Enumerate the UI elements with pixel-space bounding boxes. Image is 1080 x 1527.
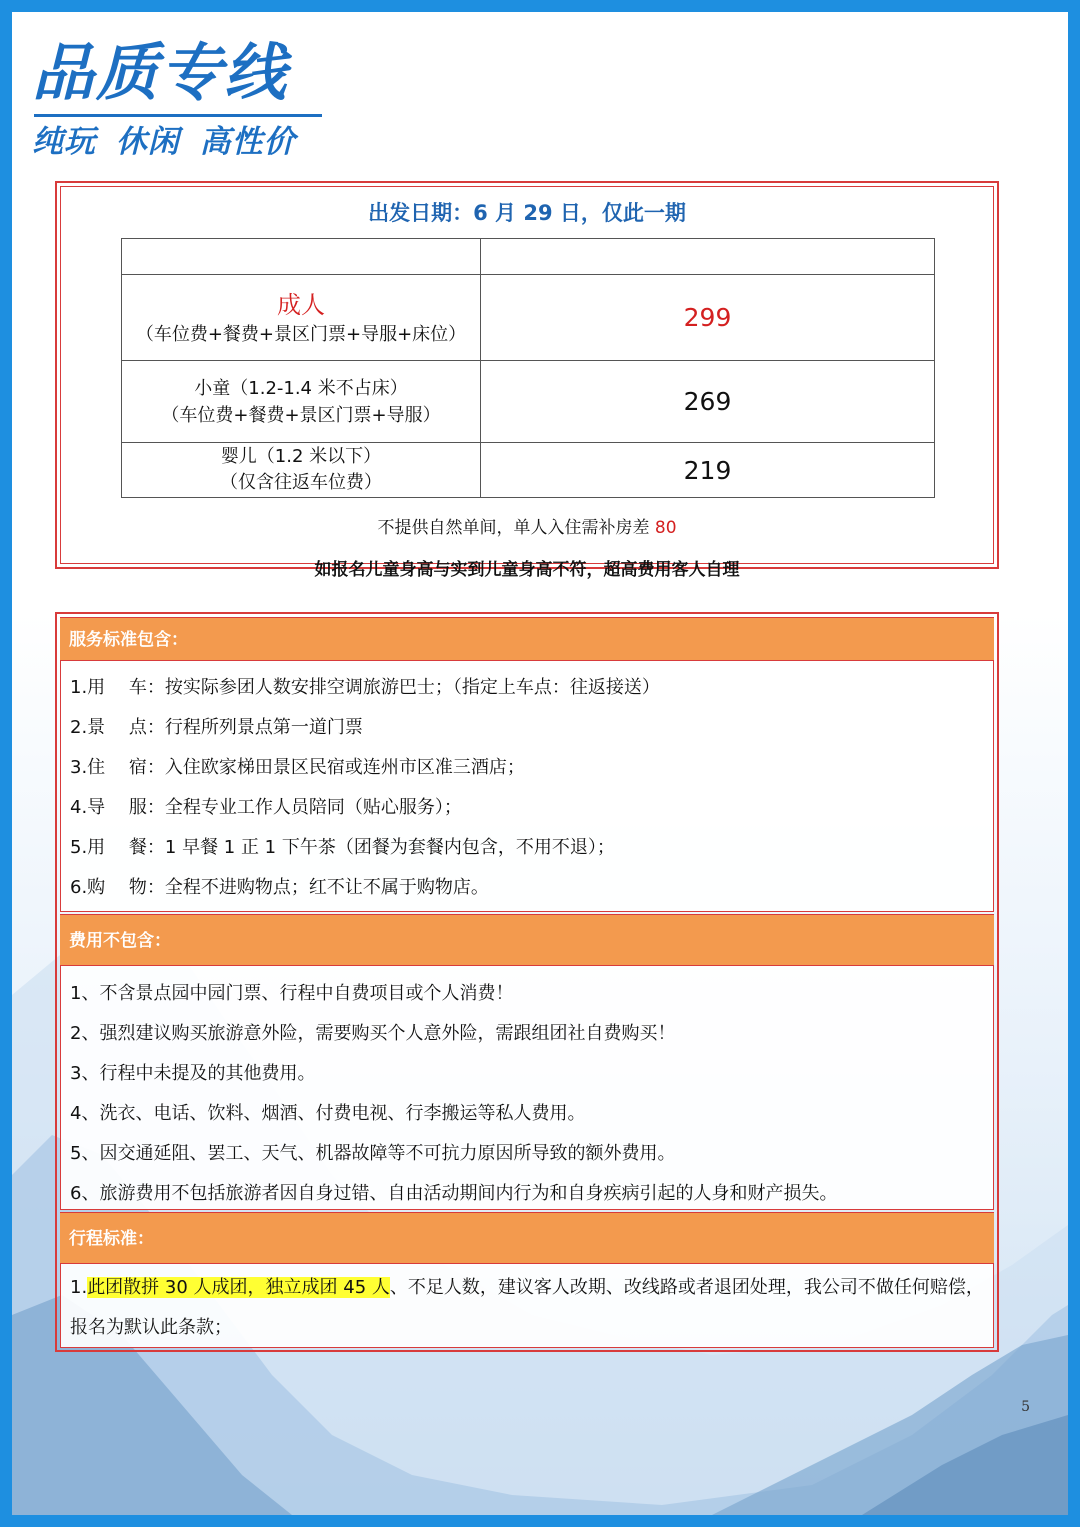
logo-title: 品质专线 <box>32 36 289 109</box>
excluded-list <box>60 966 994 1210</box>
standard-rest: 、不足人数，建议客人改期、改线路或者退团处理，我公司不做任何赔偿，报名为默认此条款； <box>70 1277 984 1338</box>
infant-price: 219 <box>481 443 935 498</box>
single-room-note <box>57 513 997 538</box>
table-row-adult <box>122 275 935 361</box>
list-item: 4、洗衣、电话、饮料、烟酒、付费电视、行李搬运等私人费用。 <box>70 1103 586 1124</box>
single-room-note-text: 不提供自然单间，单人入住需补房差 <box>377 518 650 538</box>
included-heading: 服务标准包含： <box>60 617 994 661</box>
list-item: 5、因交通延阻、罢工、天气、机器故障等不可抗力原因所导致的额外费用。 <box>70 1143 676 1164</box>
table-row-infant <box>122 443 935 498</box>
price-table <box>121 238 935 498</box>
excluded-heading: 费用不包含： <box>60 914 994 966</box>
list-item: 2、强烈建议购买旅游意外险，需要购买个人意外险，需跟组团社自费购买！ <box>70 1023 676 1044</box>
child-height-note: 如报名儿童身高与实到儿童身高不符，超高费用客人自理 <box>314 560 740 580</box>
infant-detail: （仅含往返车位费） <box>220 472 382 493</box>
price-section <box>55 181 999 580</box>
standard-text <box>70 1268 987 1348</box>
highlighted-text: 此团散拼 30 人成团，独立成团 45 人 <box>87 1277 390 1298</box>
adult-detail: （车位费+餐费+景区门票+导服+床位） <box>135 323 467 345</box>
child-label: 小童（1.2-1.4 米不占床） <box>194 377 408 399</box>
child-detail: （车位费+餐费+景区门票+导服） <box>161 404 441 426</box>
standard-body <box>60 1264 994 1348</box>
included-list <box>60 661 994 912</box>
list-item: 6.购 物：全程不进购物点；红不让不属于购物店。 <box>70 877 489 898</box>
standard-prefix: 1. <box>70 1277 88 1298</box>
adult-price: 299 <box>481 275 935 361</box>
list-item: 4.导 服：全程专业工作人员陪同（贴心服务）； <box>70 797 462 818</box>
adult-label-cell <box>122 275 481 361</box>
list-item: 3.住 宿：入住欧家梯田景区民宿或连州市区准三酒店； <box>70 757 525 778</box>
list-item: 5.用 餐：1 早餐 1 正 1 下午茶（团餐为套餐内包含，不用不退）； <box>70 837 615 858</box>
infant-label-cell <box>122 443 481 498</box>
list-item: 3、行程中未提及的其他费用。 <box>70 1063 316 1084</box>
page-number: 5 <box>1021 1399 1030 1415</box>
adult-label: 成人 <box>277 290 325 319</box>
list-item: 1.用 车：按实际参团人数安排空调旅游巴士；（指定上车点：往返接送） <box>70 677 660 698</box>
single-supplement-amount: 80 <box>654 518 677 538</box>
list-item: 1、不含景点园中园门票、行程中自费项目或个人消费！ <box>70 983 514 1004</box>
list-item: 2.景 点：行程所列景点第一道门票 <box>70 717 363 738</box>
table-header-cell <box>481 239 935 275</box>
table-header-row <box>122 239 935 275</box>
logo-divider <box>34 114 322 117</box>
infant-label: 婴儿（1.2 米以下） <box>220 446 382 467</box>
logo-subtitle: 纯玩 休闲 高性价 <box>32 124 296 160</box>
table-row-child <box>122 361 935 443</box>
child-label-cell <box>122 361 481 443</box>
child-price: 269 <box>481 361 935 443</box>
service-section <box>55 612 999 1352</box>
table-header-cell <box>122 239 481 275</box>
standard-heading: 行程标准： <box>60 1212 994 1264</box>
departure-date: 出发日期：6 月 29 日，仅此一期 <box>368 201 686 225</box>
brand-logo <box>32 38 322 161</box>
list-item: 6、旅游费用不包括旅游者因自身过错、自由活动期间内行为和自身疾病引起的人身和财产损失。 <box>70 1183 838 1204</box>
